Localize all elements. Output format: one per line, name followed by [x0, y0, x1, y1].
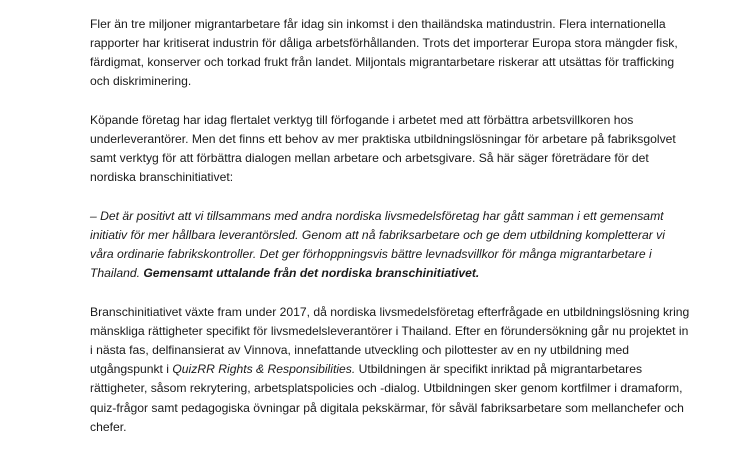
- initiative-text-before: Branschinitiativet växte fram under 2017, då nordiska livsmedelsföretag efterfrågade en utbildningslösning kring mänskliga rättigheter specifikt för livsmedelsleverantörer i Thailand. Efter en förundersökning går nu projektet in i nästa fas, delfinansierat av Vinnova, innefattande utveckling och pilottester av en ny utbildning med utgångspunkt i: [90, 304, 690, 377]
- tools-paragraph: Köpande företag har idag flertalet verktyg till förfogande i arbetet med att förbättra arbetsvillkoren hos underleverantörer. Men det finns ett behov av mer praktiska utbildningslösningar för arbetare på fabriksgolvet samt verktyg för att förbättra dialogen mellan arbetare och arbetsgivare. Så här säger företrädare för det nordiska branschinitiativet:: [90, 112, 676, 185]
- program-name: QuizRR Rights & Responsibilities.: [172, 362, 356, 377]
- industry-quote: [90, 207, 690, 284]
- quote-attribution: Gemensamt uttalande från det nordiska branschinitiativet.: [143, 266, 480, 281]
- initiative-paragraph: [90, 303, 690, 437]
- quote-text: – Det är positivt att vi tillsammans med andra nordiska livsmedelsföretag har gått samman i ett gemensamt initiativ för mer hållbara leverantörsled. Genom att nå fabriksarbetare och ge dem utbildning kompletterar vi våra ordinarie fabrikskontroller. Det ger förhoppningsvis bättre levnadsvillkor för många migrantarbetare i Thailand.: [90, 208, 665, 281]
- initiative-text-after: Utbildningen är specifikt inriktad på migrantarbetares rättigheter, såsom rekrytering, arbetsplatspolicies och -dialog. Utbildningen sker genom kortfilmer i dramaform, quiz-frågor samt pedagogiska övningar på digitala pekskärmar, för såväl fabriksarbetare som mellanchefer och chefer.: [90, 362, 684, 434]
- intro-paragraph: Fler än tre miljoner migrantarbetare får idag sin inkomst i den thailändska matindustrin. Flera internationella rapporter har kritiserat industrin för dåliga arbetsförhållanden. Trots det importerar Europa stora mängder fisk, färdigmat, konserver och torkad frukt från landet. Miljontals migrantarbetare riskerar att utsättas för trafficking och diskriminering.: [90, 17, 678, 89]
- document-page: [90, 15, 690, 456]
